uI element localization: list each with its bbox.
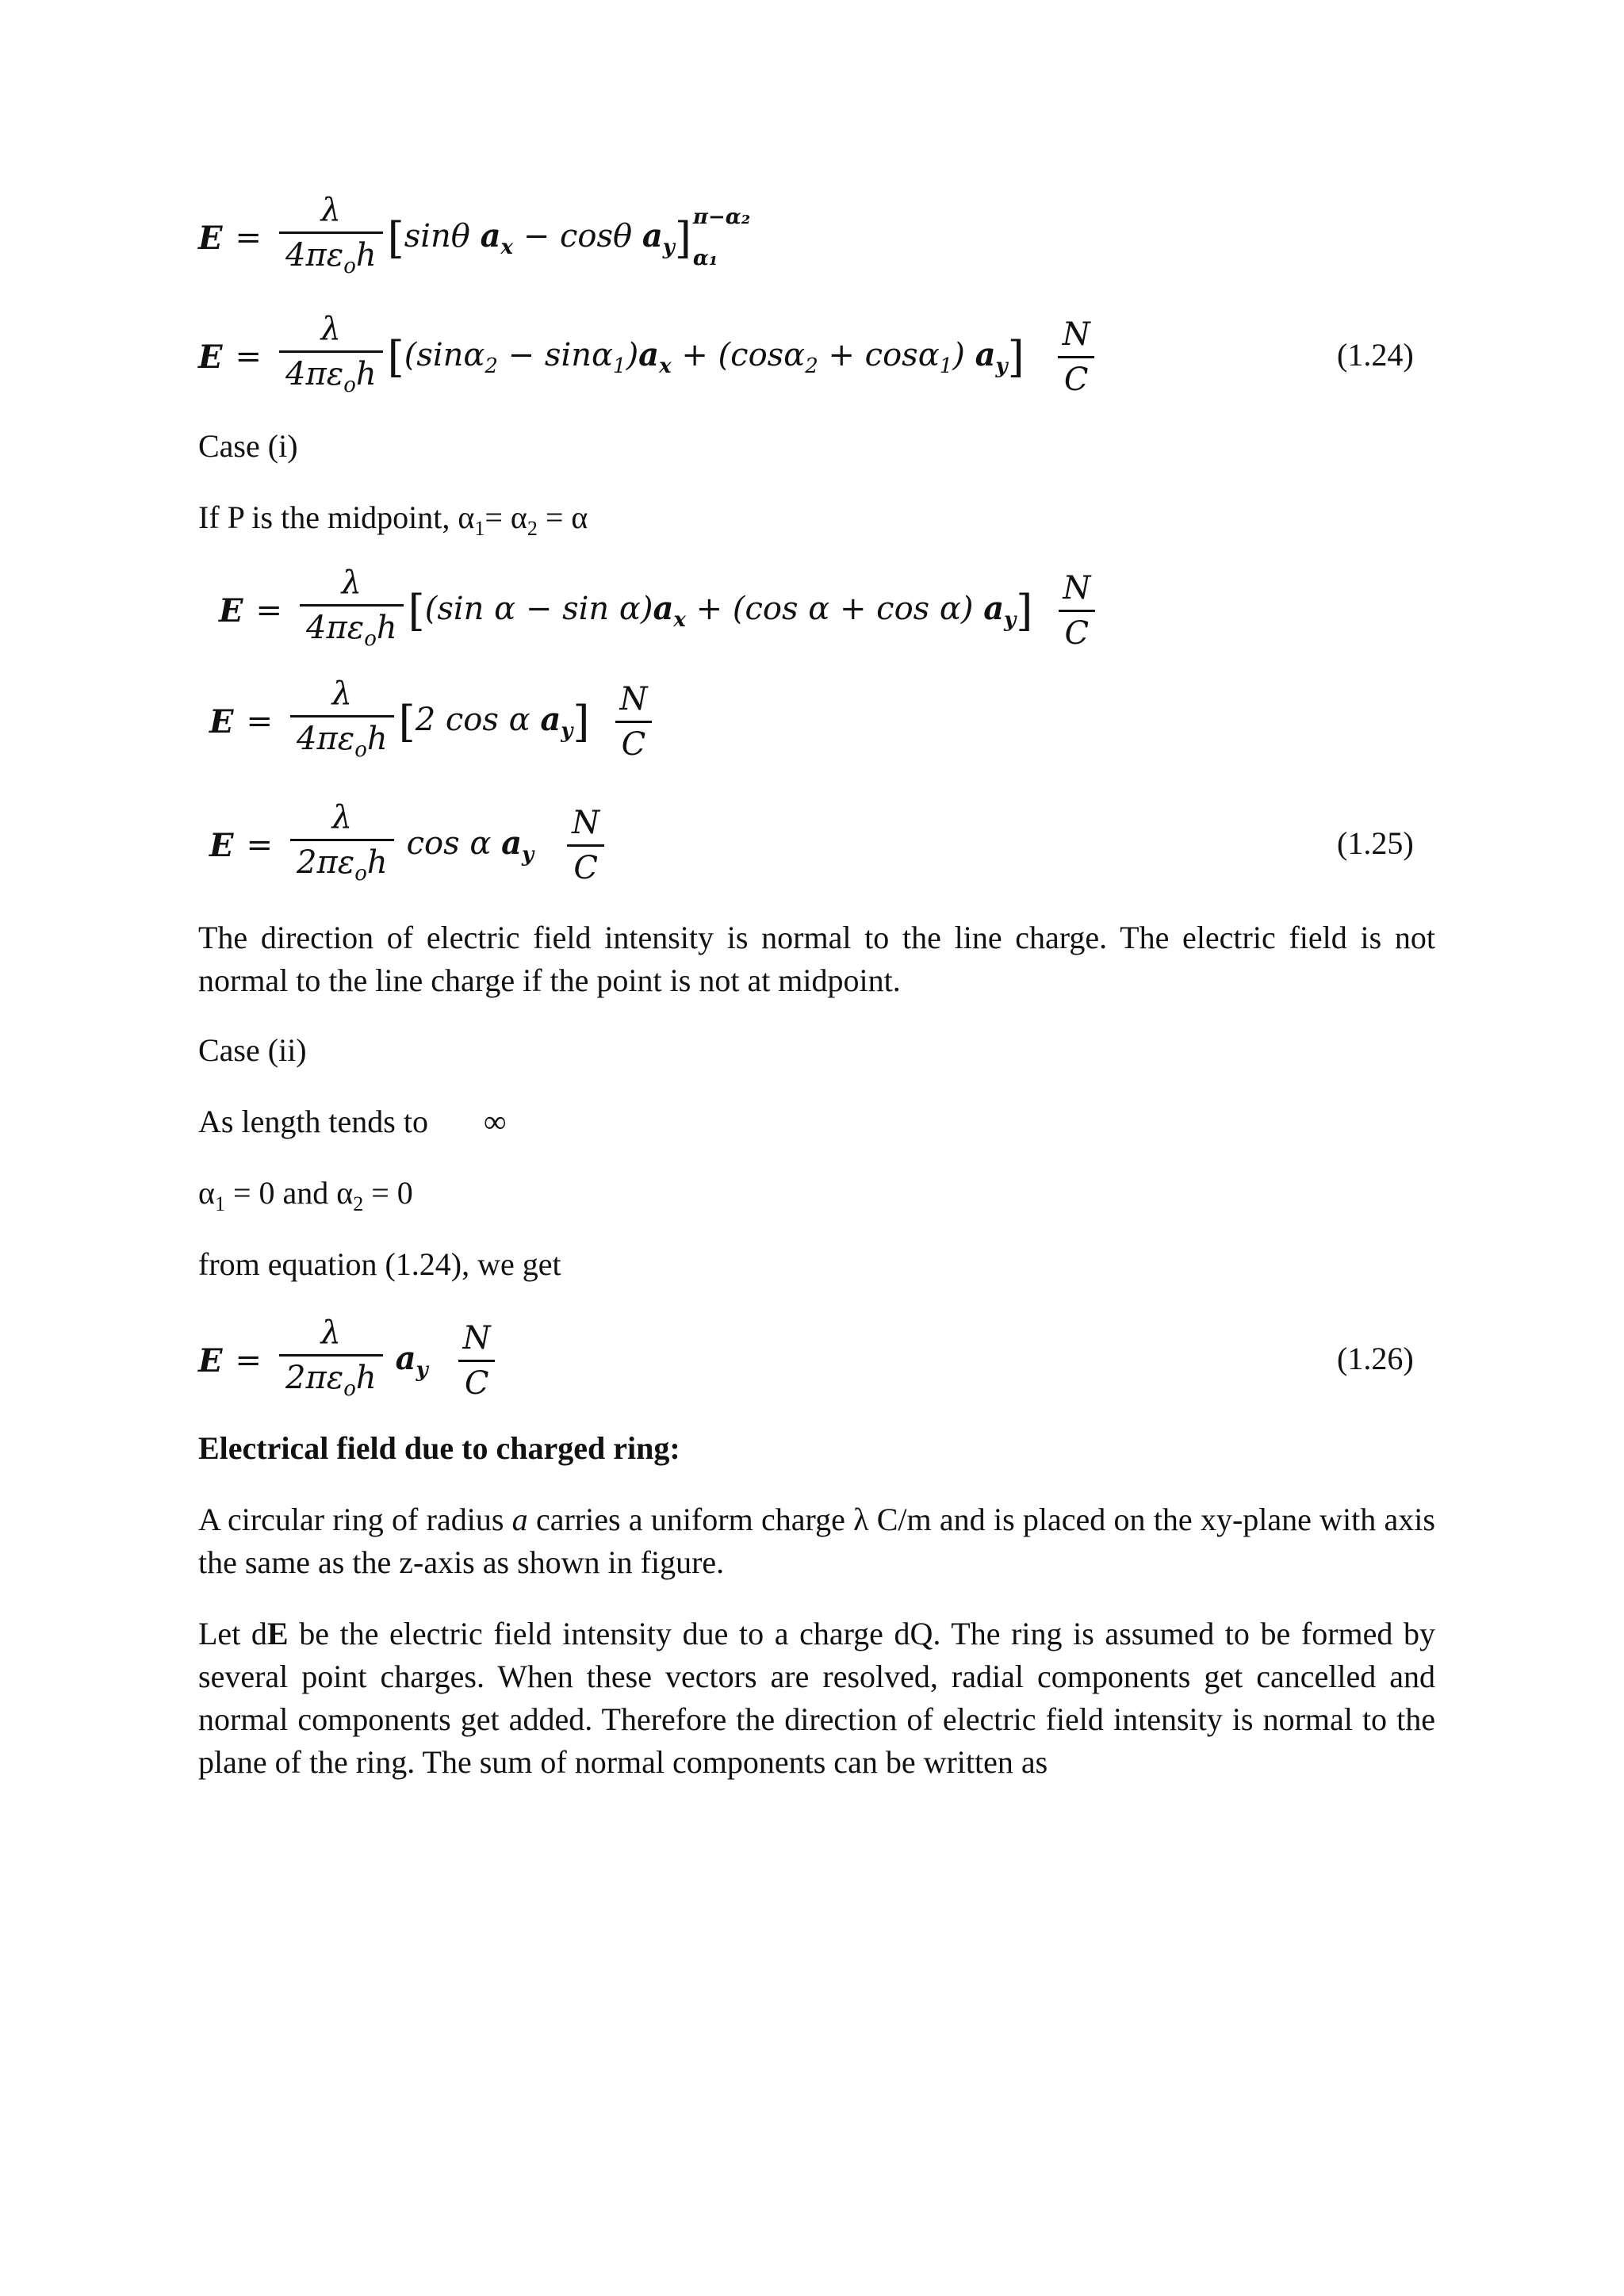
equation-1-24: E = $\frac{\lambda}{4\pi\varepsilon_oh}$ [ $(\sin\alpha_2 - \sin\alpha_1)a_x + (\cos\alpha_2 + \cos\alpha_1)$ $a_y$ ] $\frac{N}{C}$ xyxy=(198,301,1101,412)
eq-denominator: $4\pi\varepsilon_oh$ xyxy=(279,232,383,285)
eq-bracket-close: ] xyxy=(674,212,691,263)
eq-bracket-body: $(\sin\alpha_2 - \sin\alpha_1)a_x + (\cos\alpha_2 + \cos\alpha_1)$ $a_y$ xyxy=(404,335,1008,378)
eq-upper-limit: π−α₂ xyxy=(692,205,751,229)
paragraph-field-intensity: Let dE be the electric field intensity due to a charge dQ. The ring is assumed to be formed by several point charges. When these vectors are resolved, radial components get cancelled and normal components get added. Therefore the direction of electric field intensity is normal to the plane of the ring. The sum of normal components can be written as xyxy=(198,1616,1435,1780)
equation-1-26: E = $\frac{\lambda}{2\pi\varepsilon_oh}$ $a_y$ $\frac{N}{C}$ xyxy=(198,1305,502,1416)
eq-lower-limit: α₁ xyxy=(692,247,718,270)
equation-midpoint: E = $\frac{\lambda}{4\pi\varepsilon_oh}$ [ (sin $\alpha - \sin \alpha)a_x + (\cos$ α + cos α) $a_y$ ] $\frac{N}{C}$ xyxy=(219,555,1101,666)
infinity-symbol: ∞ xyxy=(483,1104,507,1139)
equation-midpoint-simplified: E = $\frac{\lambda}{4\pi\varepsilon_oh}$ [ 2 cos α $a_y$ ] $\frac{N}{C}$ xyxy=(209,666,658,777)
equation-number-1-24: (1.24) xyxy=(1337,337,1414,373)
from-equation-text: from equation (1.24), we get xyxy=(198,1246,561,1282)
eq-lhs: E xyxy=(198,219,223,257)
length-tends: As length tends to ∞ xyxy=(198,1104,507,1139)
eq-unit: $\frac{N}{C}$ xyxy=(1056,316,1097,398)
equation-1-25: E = $\frac{\lambda}{2\pi\varepsilon_oh}$ cos α $a_y$ $\frac{N}{C}$ xyxy=(209,790,611,901)
eq-lhs: E xyxy=(198,338,223,376)
paragraph-direction: The direction of electric field intensity is normal to the line charge. The electric field is not normal to the line charge if the point is not at midpoint. xyxy=(198,920,1435,998)
alpha-zero-condition: $\alpha_1 = 0$ and $\alpha_2 = 0$ xyxy=(198,1175,413,1215)
midpoint-condition: If P is the midpoint, $\alpha_1= \alpha_2 = \alpha$ xyxy=(198,499,588,540)
eq-bracket-open: [ xyxy=(387,212,404,263)
eq-limits xyxy=(693,204,750,272)
eq-numerator: λ xyxy=(320,191,341,228)
eq-fraction xyxy=(279,192,383,285)
section-heading: Electrical field due to charged ring: xyxy=(198,1430,680,1466)
equation-number-1-26: (1.26) xyxy=(1337,1341,1414,1376)
eq-fraction: $\frac{\lambda}{4\pi\varepsilon_oh}$ xyxy=(279,311,383,404)
eq-bracket-body: sinθ $a_x - \cos\theta$ $a_y$ xyxy=(404,216,675,259)
eq-equals: = xyxy=(235,220,262,256)
case-i-label: Case (i) xyxy=(198,428,298,464)
eq-equals: = xyxy=(235,339,262,375)
paragraph-ring: A circular ring of radius a carries a uniform charge λ C/m and is placed on the xy-plane with axis the same as the z-axis as shown in figure. xyxy=(198,1502,1435,1580)
case-ii-label: Case (ii) xyxy=(198,1032,307,1068)
equation-field-integral xyxy=(198,182,750,293)
equation-number-1-25: (1.25) xyxy=(1337,825,1414,861)
